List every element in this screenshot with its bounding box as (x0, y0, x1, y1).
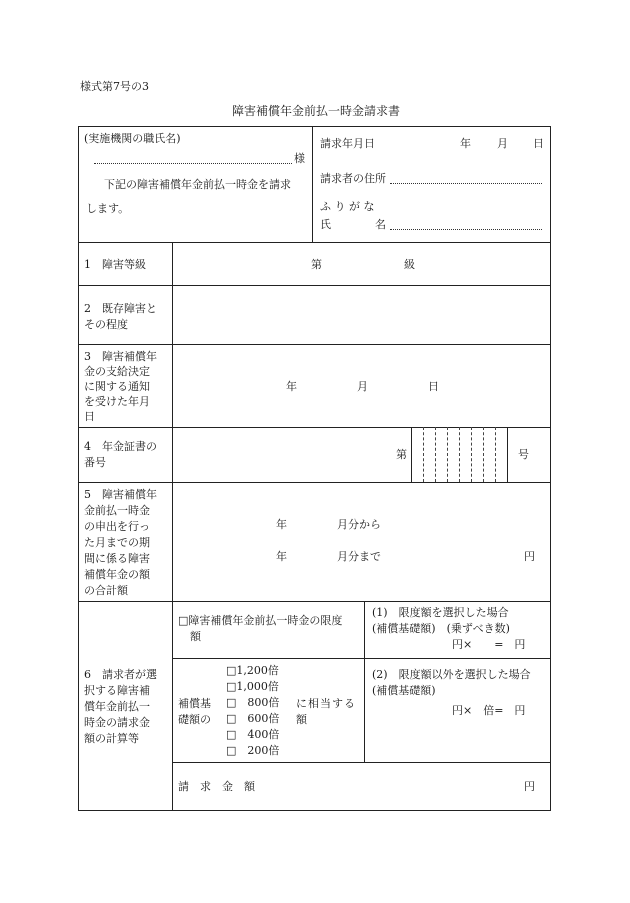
frame-top (78, 126, 551, 127)
multiplier-800-checkbox[interactable]: □ 800倍 (226, 696, 280, 709)
existing-label-2: その程度 (84, 318, 128, 331)
cert-dai: 第 (396, 448, 407, 461)
calc-label-2: 択する障害補 (84, 684, 150, 697)
total-amount-label: 請 求 金 額 (178, 780, 255, 793)
period-from-month: 月分から (337, 518, 381, 531)
notice-label-4: を受けた年月 (84, 395, 150, 408)
notice-label-3: に関する通知 (84, 380, 150, 393)
date-month: 月 (497, 137, 508, 150)
frame-left (78, 126, 79, 811)
date-day: 日 (533, 137, 544, 150)
period-from-year: 年 (276, 518, 287, 531)
calc-label-1: 6 請求者が選 (84, 668, 157, 681)
case2-heading: (2) 限度額以外を選択した場合 (372, 668, 531, 681)
cert-go: 号 (518, 448, 529, 461)
cert-label-2: 番号 (84, 456, 106, 469)
cert-digit-sep (423, 427, 424, 482)
kiso-label-2: 礎額の (178, 713, 211, 726)
header-divider (312, 126, 313, 242)
calc-label-3: 償年金前払一 (84, 700, 150, 713)
limit-option-text: 額 (190, 630, 201, 643)
notice-year: 年 (286, 380, 297, 393)
date-label: 請求年月日 (320, 137, 375, 150)
total-period-label-3: の申出を行っ (84, 520, 150, 533)
multiplier-1000-checkbox[interactable]: □1,000倍 (226, 680, 279, 693)
calc-label-4: 時金の請求金 (84, 716, 150, 729)
multiplier-400-checkbox[interactable]: □ 400倍 (226, 728, 280, 741)
period-yen: 円 (524, 550, 535, 563)
existing-label-1: 2 既存障害と (84, 302, 157, 315)
cert-label-1: 4 年金証書の (84, 440, 157, 453)
equivalent-label-2: 額 (296, 713, 307, 726)
case1-heading: (1) 限度額を選択した場合 (372, 606, 509, 619)
case1-formula: 円× = 円 (452, 638, 526, 651)
total-period-label-2: 金前払一時金 (84, 504, 150, 517)
total-amount-yen: 円 (524, 780, 535, 793)
cert-box-left (411, 427, 412, 482)
label-column-divider (172, 242, 173, 811)
grade-label: 1 障害等級 (84, 258, 146, 271)
row-line-5 (78, 601, 551, 602)
sama-label: 様 (294, 152, 305, 165)
furigana-label: ふ り が な (320, 200, 375, 213)
name-field[interactable] (390, 229, 542, 230)
period-to-year: 年 (276, 550, 287, 563)
org-name-field[interactable] (94, 163, 292, 164)
frame-bottom (78, 810, 551, 811)
grade-kyu: 級 (404, 258, 415, 271)
total-period-label-5: 間に係る障害 (84, 552, 150, 565)
multiplier-200-checkbox[interactable]: □ 200倍 (226, 744, 280, 757)
equivalent-label-1: に相当する (296, 697, 356, 710)
calc-mid-divider (364, 601, 365, 762)
total-period-label-6: 補償年金の額 (84, 568, 150, 581)
cert-digit-sep (471, 427, 472, 482)
cert-digit-sep (447, 427, 448, 482)
notice-day: 日 (428, 380, 439, 393)
calc-option-divider (172, 658, 551, 659)
calc-label-5: 額の計算等 (84, 732, 139, 745)
row-line-4 (78, 482, 551, 483)
period-to-month: 月分まで (337, 550, 381, 563)
cert-digit-sep (483, 427, 484, 482)
notice-label-5: 日 (84, 410, 95, 423)
grade-dai: 第 (311, 258, 322, 271)
form-number: 様式第7号の3 (80, 80, 149, 93)
org-label: (実施機関の職氏名) (84, 132, 181, 145)
cert-digit-sep (435, 427, 436, 482)
case1-subheading: (補償基礎額) (乗ずべき数) (372, 622, 510, 635)
notice-month: 月 (357, 380, 368, 393)
calc-total-divider (172, 762, 551, 763)
date-year: 年 (460, 137, 471, 150)
total-period-label-4: た月までの期 (84, 536, 150, 549)
name-label: 氏 名 (320, 218, 386, 231)
case2-formula: 円× 倍= 円 (452, 704, 526, 717)
address-field[interactable] (390, 183, 542, 184)
kiso-label-1: 補償基 (178, 697, 211, 710)
row-line-3 (78, 427, 551, 428)
total-period-label-1: 5 障害補償年 (84, 488, 157, 501)
form-title: 障害補償年金前払一時金請求書 (232, 104, 401, 118)
notice-label-1: 3 障害補償年 (84, 350, 157, 363)
multiplier-600-checkbox[interactable]: □ 600倍 (226, 712, 280, 725)
row-line-1 (78, 285, 551, 286)
cert-digit-sep (459, 427, 460, 482)
cert-box-right (507, 427, 508, 482)
total-period-label-7: の合計額 (84, 584, 128, 597)
header-bottom-line (78, 242, 551, 243)
case2-subheading: (補償基礎額) (372, 684, 436, 697)
cert-digit-sep (495, 427, 496, 482)
limit-option-checkbox[interactable]: □障害補償年金前払一時金の限度 (178, 614, 343, 627)
row-line-2 (78, 344, 551, 345)
frame-right (550, 126, 551, 811)
request-text-1: 下記の障害補償年金前払一時金を請求 (104, 178, 291, 191)
multiplier-1200-checkbox[interactable]: □1,200倍 (226, 664, 279, 677)
request-text-2: します。 (86, 202, 130, 215)
notice-label-2: 金の支給決定 (84, 365, 150, 378)
address-label: 請求者の住所 (320, 172, 386, 185)
